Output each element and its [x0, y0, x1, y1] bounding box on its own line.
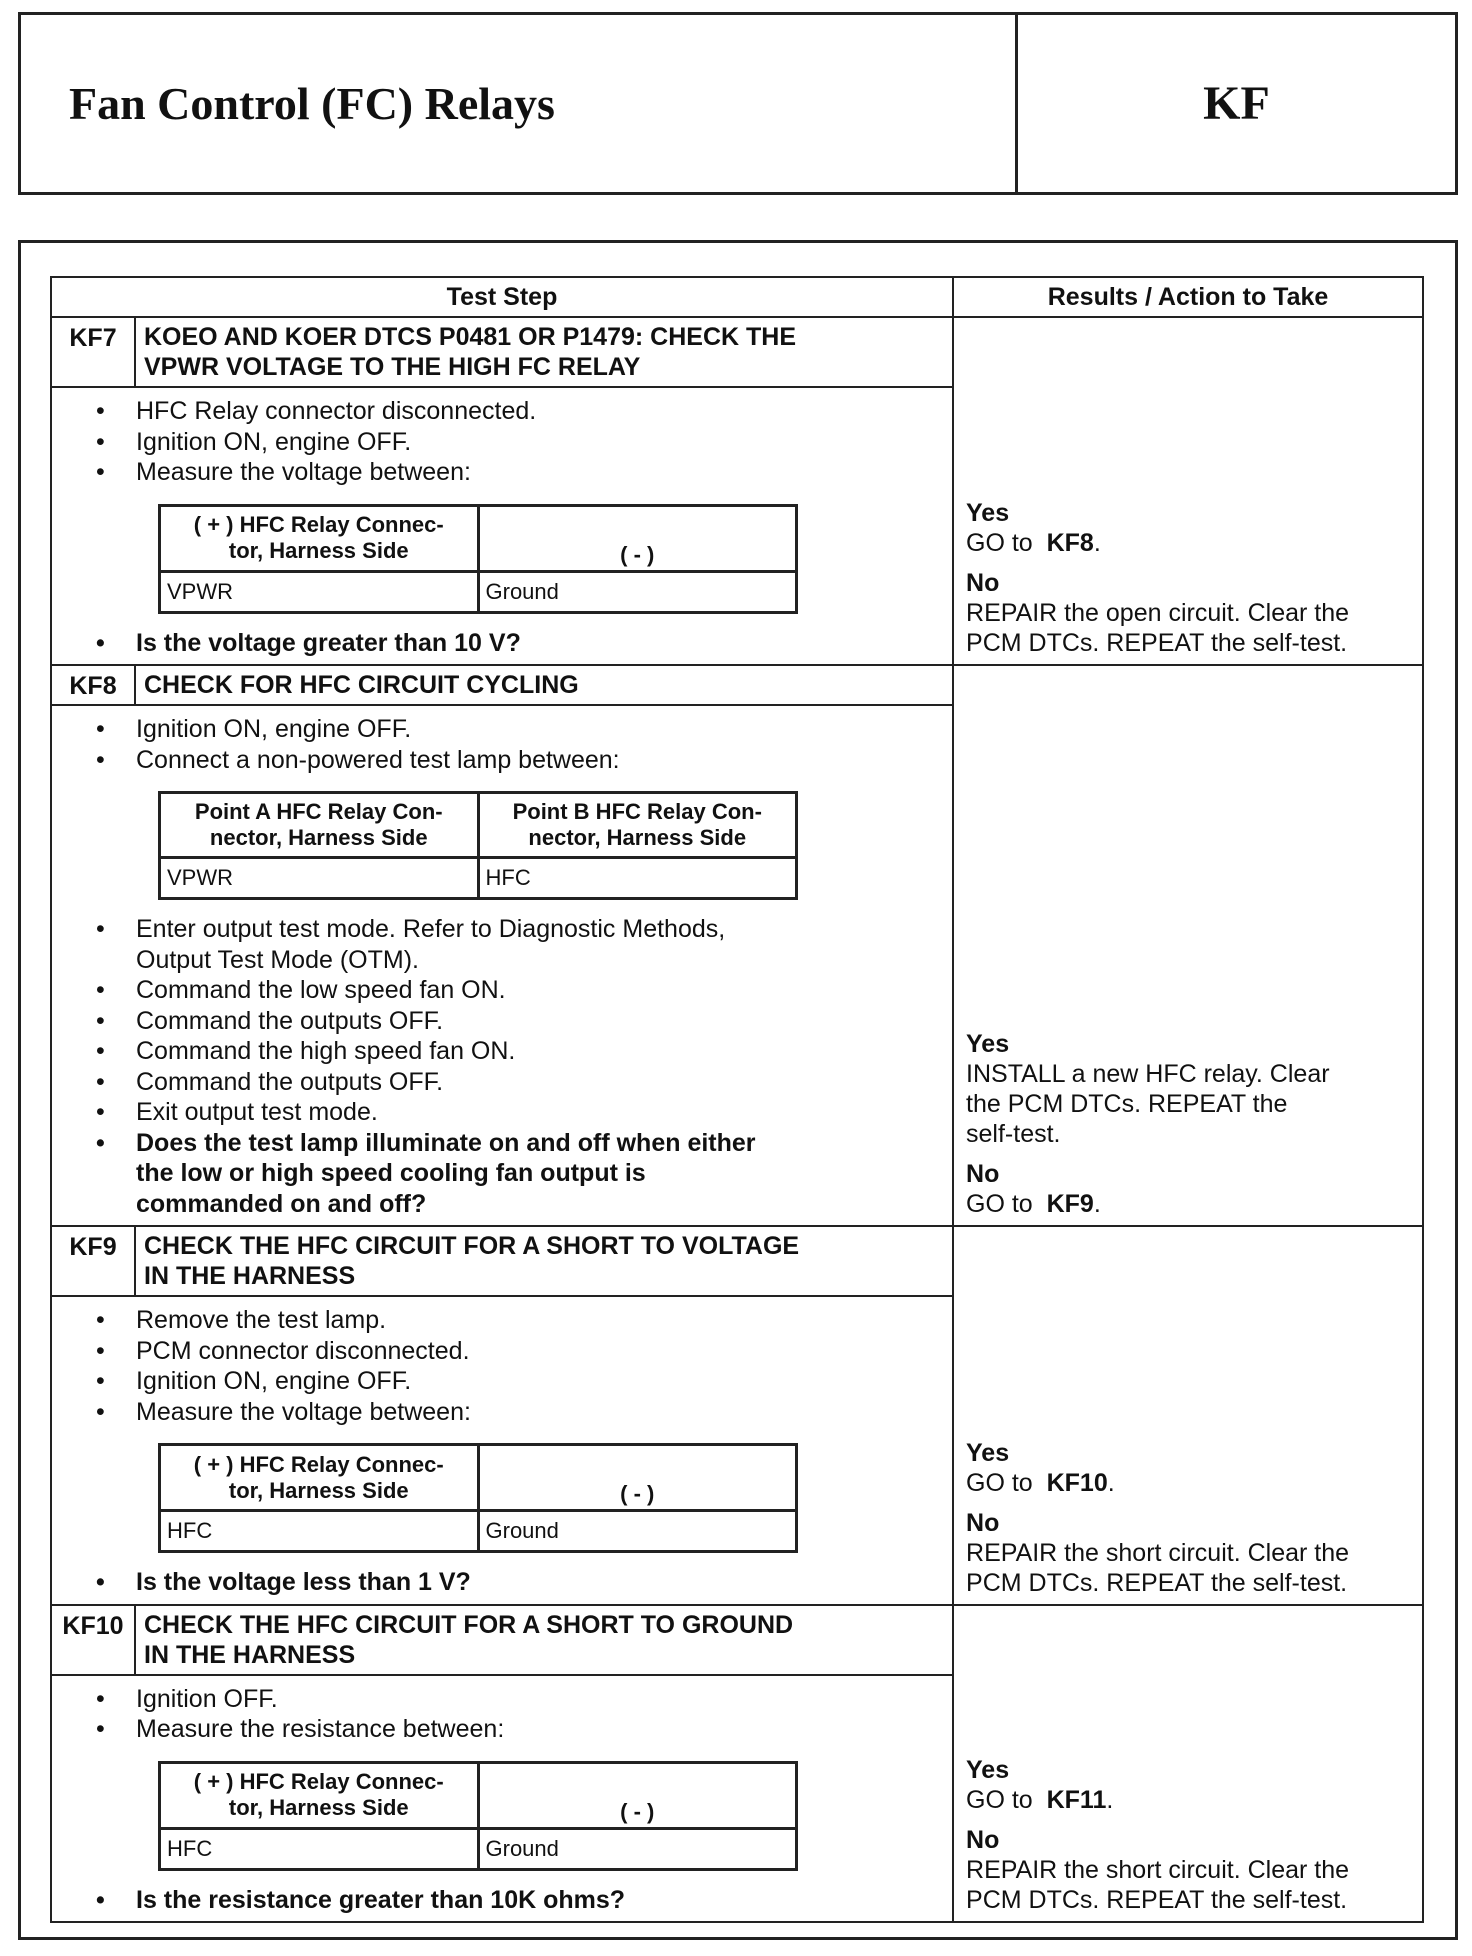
table-header-row	[51, 277, 1423, 317]
step-body	[51, 1296, 953, 1605]
positive-lead-value: HFC	[160, 1828, 479, 1869]
negative-lead-header: ( - )	[478, 505, 797, 571]
positive-lead-header: ( + ) HFC Relay Connec- tor, Harness Side	[160, 1762, 479, 1828]
step-title-row	[51, 665, 1423, 705]
step-title: CHECK FOR HFC CIRCUIT CYCLING	[135, 665, 953, 705]
point-a-header: Point A HFC Relay Con- nector, Harness Side	[160, 793, 479, 858]
yes-action: GO to KF8.	[966, 529, 1101, 557]
list-item: • PCM connector disconnected.	[96, 1336, 952, 1367]
list-item: • Ignition ON, engine OFF.	[96, 427, 952, 458]
negative-lead-header: ( - )	[478, 1762, 797, 1828]
yes-action: INSTALL a new HFC relay. Clear the PCM DTCs. REPEAT the self-test.	[966, 1060, 1330, 1148]
negative-lead-value: Ground	[478, 571, 797, 612]
step-result	[953, 317, 1423, 665]
measurement-table	[158, 1761, 798, 1871]
diagnostic-table	[50, 276, 1424, 1923]
section-code: KF	[1015, 15, 1455, 192]
step-id: KF7	[51, 317, 135, 387]
yes-action: GO to KF11.	[966, 1786, 1114, 1814]
bullet-list	[52, 1305, 952, 1427]
point-b-header: Point B HFC Relay Con- nector, Harness Side	[478, 793, 797, 858]
step-question: • Is the resistance greater than 10K ohms?	[96, 1885, 952, 1916]
results-header: Results / Action to Take	[953, 277, 1423, 317]
step-question: • Does the test lamp illuminate on and off when either the low or high speed cooling fan output is commanded on and off?	[96, 1128, 952, 1220]
page-header	[18, 12, 1458, 195]
bullet-list	[52, 1684, 952, 1745]
positive-lead-value: VPWR	[160, 571, 479, 612]
positive-lead-value: HFC	[160, 1511, 479, 1552]
positive-lead-header: ( + ) HFC Relay Connec- tor, Harness Side	[160, 505, 479, 571]
bullet-list	[52, 396, 952, 488]
no-label: No	[966, 1508, 1000, 1537]
no-label: No	[966, 569, 1000, 597]
step-result	[953, 1226, 1423, 1605]
step-id: KF8	[51, 665, 135, 705]
negative-lead-header: ( - )	[478, 1445, 797, 1511]
yes-label: Yes	[966, 1438, 1010, 1467]
step-id: KF9	[51, 1226, 135, 1296]
page-title: Fan Control (FC) Relays	[69, 78, 555, 129]
bullet-list	[52, 714, 952, 775]
step-title-row	[51, 1605, 1423, 1675]
measurement-table	[158, 1443, 798, 1553]
no-action: REPAIR the short circuit. Clear the PCM DTCs. REPEAT the self-test.	[966, 1856, 1350, 1914]
positive-lead-header: ( + ) HFC Relay Connec- tor, Harness Side	[160, 1445, 479, 1511]
list-item: • Command the low speed fan ON.	[96, 975, 952, 1006]
step-id: KF10	[51, 1605, 135, 1675]
negative-lead-value: Ground	[478, 1828, 797, 1869]
list-item: • Enter output test mode. Refer to Diagnostic Methods, Output Test Mode (OTM).	[96, 914, 952, 975]
list-item: • Measure the voltage between:	[96, 457, 952, 488]
step-title: CHECK THE HFC CIRCUIT FOR A SHORT TO VOLTAGE IN THE HARNESS	[135, 1226, 953, 1296]
test-step-header: Test Step	[51, 277, 953, 317]
step-question: • Is the voltage less than 1 V?	[96, 1567, 952, 1598]
yes-label: Yes	[966, 499, 1010, 527]
list-item: • Ignition ON, engine OFF.	[96, 1366, 952, 1397]
list-item: • Remove the test lamp.	[96, 1305, 952, 1336]
list-item: • Exit output test mode.	[96, 1097, 952, 1128]
list-item: • Command the high speed fan ON.	[96, 1036, 952, 1067]
no-action: REPAIR the short circuit. Clear the PCM DTCs. REPEAT the self-test.	[966, 1538, 1350, 1597]
step-body	[51, 705, 953, 1226]
step-question: • Is the voltage greater than 10 V?	[96, 628, 952, 659]
measurement-table	[158, 791, 798, 900]
negative-lead-value: Ground	[478, 1511, 797, 1552]
step-result	[953, 1605, 1423, 1923]
yes-label: Yes	[966, 1756, 1010, 1784]
list-item: • Connect a non-powered test lamp between:	[96, 745, 952, 776]
step-title: CHECK THE HFC CIRCUIT FOR A SHORT TO GROUND IN THE HARNESS	[135, 1605, 953, 1675]
step-result	[953, 665, 1423, 1226]
list-item: • Ignition OFF.	[96, 1684, 952, 1715]
point-a-value: VPWR	[160, 858, 479, 899]
measurement-table	[158, 504, 798, 614]
list-item: • Measure the voltage between:	[96, 1397, 952, 1428]
no-label: No	[966, 1160, 1000, 1188]
no-action: REPAIR the open circuit. Clear the PCM DTCs. REPEAT the self-test.	[966, 599, 1350, 657]
list-item: • Command the outputs OFF.	[96, 1067, 952, 1098]
list-item: • Ignition ON, engine OFF.	[96, 714, 952, 745]
list-item: • Measure the resistance between:	[96, 1714, 952, 1745]
step-title-row	[51, 317, 1423, 387]
no-action: GO to KF9.	[966, 1190, 1101, 1218]
yes-action: GO to KF10.	[966, 1468, 1115, 1497]
list-item: • HFC Relay connector disconnected.	[96, 396, 952, 427]
list-item: • Command the outputs OFF.	[96, 1006, 952, 1037]
no-label: No	[966, 1826, 1000, 1854]
step-body	[51, 387, 953, 665]
yes-label: Yes	[966, 1030, 1010, 1058]
step-body	[51, 1675, 953, 1923]
point-b-value: HFC	[478, 858, 797, 899]
step-title-row	[51, 1226, 1423, 1296]
bullet-list	[52, 914, 952, 1219]
step-title: KOEO AND KOER DTCS P0481 OR P1479: CHECK THE VPWR VOLTAGE TO THE HIGH FC RELAY	[135, 317, 953, 387]
